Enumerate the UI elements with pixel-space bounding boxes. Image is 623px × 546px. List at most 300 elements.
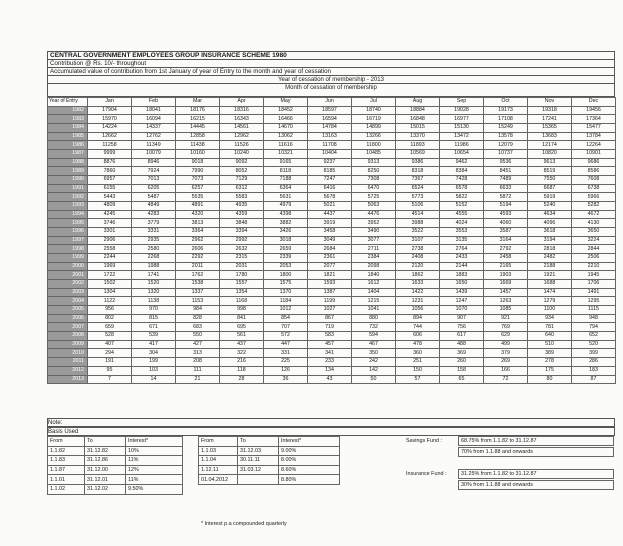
- value-cell: 2144: [440, 262, 484, 271]
- value-cell: 10901: [572, 150, 616, 159]
- value-cell: 998: [220, 306, 264, 315]
- entry-year-cell: 2011: [48, 358, 88, 367]
- value-cell: 510: [528, 340, 572, 349]
- value-cell: 7188: [264, 176, 308, 185]
- cessation-month-caption: Month of cessation of membership: [47, 83, 615, 97]
- entry-year-cell: 1985: [48, 132, 88, 141]
- value-cell: 5966: [572, 193, 616, 202]
- value-cell: 10820: [528, 150, 572, 159]
- value-cell: 118: [220, 366, 264, 375]
- savings-fund-line-2: 70% from 1.1.88 and onwards: [458, 447, 614, 457]
- value-cell: 1231: [396, 297, 440, 306]
- value-cell: 4634: [528, 210, 572, 219]
- entry-year-cell: 1984: [48, 124, 88, 133]
- value-cell: 9536: [484, 158, 528, 167]
- table-row: [48, 340, 616, 349]
- value-cell: 10737: [484, 150, 528, 159]
- value-cell: 6957: [88, 176, 132, 185]
- value-cell: 9092: [220, 158, 264, 167]
- value-cell: 158: [440, 366, 484, 375]
- value-cell: 12079: [484, 141, 528, 150]
- entry-year-cell: 1990: [48, 176, 88, 185]
- value-cell: 5443: [88, 193, 132, 202]
- month-header: Jul: [352, 98, 396, 107]
- value-cell: 369: [440, 349, 484, 358]
- value-cell: 80: [528, 375, 572, 384]
- value-cell: 907: [440, 314, 484, 323]
- value-cell: 3813: [176, 219, 220, 228]
- value-cell: 5063: [352, 202, 396, 211]
- value-cell: 278: [528, 358, 572, 367]
- value-cell: 4359: [220, 210, 264, 219]
- value-cell: 65: [440, 375, 484, 384]
- value-cell: 294: [88, 349, 132, 358]
- value-cell: 14899: [352, 124, 396, 133]
- value-cell: 1862: [396, 271, 440, 280]
- value-cell: 1027: [308, 306, 352, 315]
- value-cell: 8586: [572, 167, 616, 176]
- table-row: [48, 228, 616, 237]
- value-cell: 13163: [308, 132, 352, 141]
- value-cell: 16848: [396, 115, 440, 124]
- value-cell: 11708: [308, 141, 352, 150]
- value-cell: 794: [572, 323, 616, 332]
- value-cell: 18884: [396, 106, 440, 115]
- table-row: [48, 184, 616, 193]
- value-cell: 16215: [176, 115, 220, 124]
- contribution-rate: Contribution @ Rs. 10/- throughout: [47, 59, 615, 68]
- value-cell: 550: [176, 332, 220, 341]
- entry-year-cell: 1982: [48, 106, 88, 115]
- entry-year-cell: 1989: [48, 167, 88, 176]
- value-cell: 9613: [528, 158, 572, 167]
- value-cell: 7073: [176, 176, 220, 185]
- value-cell: 707: [264, 323, 308, 332]
- value-cell: 2339: [264, 254, 308, 263]
- value-cell: 286: [572, 358, 616, 367]
- value-cell: 28: [220, 375, 264, 384]
- value-cell: 11616: [264, 141, 308, 150]
- value-cell: 3107: [396, 236, 440, 245]
- value-cell: 43: [308, 375, 352, 384]
- value-cell: 14784: [308, 124, 352, 133]
- value-cell: 11526: [220, 141, 264, 150]
- value-cell: 4593: [484, 210, 528, 219]
- table-row: [48, 167, 616, 176]
- value-cell: 2482: [528, 254, 572, 263]
- value-cell: 1945: [572, 271, 616, 280]
- table-row: [48, 288, 616, 297]
- rate-interest-cell: 11%: [126, 456, 183, 466]
- value-cell: 9686: [572, 158, 616, 167]
- rate-from-cell: 01.04.2012: [199, 475, 238, 485]
- value-cell: 9018: [176, 158, 220, 167]
- value-cell: 934: [528, 314, 572, 323]
- value-cell: 1520: [132, 280, 176, 289]
- rate-row: [48, 484, 183, 494]
- value-cell: 17904: [88, 106, 132, 115]
- value-cell: 11986: [440, 141, 484, 150]
- value-cell: 1422: [396, 288, 440, 297]
- value-cell: 5152: [440, 202, 484, 211]
- value-cell: 1012: [264, 306, 308, 315]
- value-cell: 166: [484, 366, 528, 375]
- value-cell: 769: [484, 323, 528, 332]
- value-cell: 191: [88, 358, 132, 367]
- value-cell: 2188: [528, 262, 572, 271]
- rate-interest-cell: 8.60%: [279, 465, 340, 475]
- value-cell: 6205: [132, 184, 176, 193]
- value-cell: 10569: [396, 150, 440, 159]
- value-cell: 322: [220, 349, 264, 358]
- value-cell: 225: [264, 358, 308, 367]
- value-cell: 4437: [308, 210, 352, 219]
- entry-year-cell: 1996: [48, 228, 88, 237]
- value-cell: 8052: [220, 167, 264, 176]
- rate-from-cell: 1.1.04: [199, 456, 238, 466]
- value-cell: 1041: [352, 306, 396, 315]
- value-cell: 5282: [572, 202, 616, 211]
- entry-year-cell: 2002: [48, 280, 88, 289]
- table-row: [48, 262, 616, 271]
- value-cell: 2408: [396, 254, 440, 263]
- value-cell: 867: [308, 314, 352, 323]
- value-cell: 5919: [528, 193, 572, 202]
- value-cell: 150: [396, 366, 440, 375]
- value-cell: 18740: [352, 106, 396, 115]
- value-cell: 7550: [528, 176, 572, 185]
- value-cell: 12174: [528, 141, 572, 150]
- value-cell: 970: [132, 306, 176, 315]
- value-cell: 13472: [440, 132, 484, 141]
- insurance-fund-line-2: 30% from 1.1.88 and onwards: [458, 480, 614, 490]
- value-cell: 5872: [484, 193, 528, 202]
- value-cell: 1538: [176, 280, 220, 289]
- entry-year-cell: 2004: [48, 297, 88, 306]
- table-row: [48, 297, 616, 306]
- value-cell: 15477: [572, 124, 616, 133]
- value-cell: 1354: [220, 288, 264, 297]
- value-cell: 3077: [352, 236, 396, 245]
- value-cell: 7990: [176, 167, 220, 176]
- value-cell: 6470: [352, 184, 396, 193]
- entry-year-cell: 1993: [48, 202, 88, 211]
- value-cell: 652: [572, 332, 616, 341]
- value-cell: 427: [176, 340, 220, 349]
- rate-row: [199, 456, 340, 466]
- value-cell: 95: [88, 366, 132, 375]
- value-cell: 1612: [352, 280, 396, 289]
- value-cell: 2268: [132, 254, 176, 263]
- value-cell: 2506: [572, 254, 616, 263]
- value-cell: 7608: [572, 176, 616, 185]
- value-cell: 2659: [264, 245, 308, 254]
- table-row: [48, 106, 616, 115]
- value-cell: 12962: [220, 132, 264, 141]
- value-cell: 399: [572, 349, 616, 358]
- value-cell: 1056: [396, 306, 440, 315]
- value-cell: 2711: [352, 245, 396, 254]
- value-cell: 19028: [440, 106, 484, 115]
- value-cell: 4060: [484, 219, 528, 228]
- value-cell: 539: [132, 332, 176, 341]
- value-cell: 4320: [176, 210, 220, 219]
- entry-year-cell: 2003: [48, 288, 88, 297]
- value-cell: 7013: [132, 176, 176, 185]
- value-cell: 14337: [132, 124, 176, 133]
- value-cell: 5725: [352, 193, 396, 202]
- value-cell: 1138: [132, 297, 176, 306]
- value-cell: 14670: [264, 124, 308, 133]
- table-row: [48, 210, 616, 219]
- value-cell: 744: [396, 323, 440, 332]
- table-row: [48, 271, 616, 280]
- value-cell: 880: [352, 314, 396, 323]
- table-row: [48, 245, 616, 254]
- value-cell: 1780: [220, 271, 264, 280]
- rate-from-cell: 1.1.03: [199, 446, 238, 456]
- value-cell: 2165: [484, 262, 528, 271]
- entry-year-cell: 1998: [48, 245, 88, 254]
- rate-row: [199, 446, 340, 456]
- entry-year-cell: 2006: [48, 314, 88, 323]
- entry-year-cell: 2008: [48, 332, 88, 341]
- value-cell: 3618: [528, 228, 572, 237]
- value-cell: 57: [396, 375, 440, 384]
- value-cell: 7: [88, 375, 132, 384]
- table-row: [48, 358, 616, 367]
- value-cell: 16343: [220, 115, 264, 124]
- value-cell: 12662: [88, 132, 132, 141]
- value-cell: 242: [352, 358, 396, 367]
- entry-year-cell: 2000: [48, 262, 88, 271]
- value-cell: 437: [220, 340, 264, 349]
- value-cell: 781: [528, 323, 572, 332]
- table-row: [48, 132, 616, 141]
- value-cell: 659: [88, 323, 132, 332]
- value-cell: 1085: [484, 306, 528, 315]
- value-cell: 1800: [264, 271, 308, 280]
- value-cell: 1404: [352, 288, 396, 297]
- value-cell: 1883: [440, 271, 484, 280]
- rate-interest-cell: 8.80%: [279, 475, 340, 485]
- entry-year-cell: 1983: [48, 115, 88, 124]
- value-cell: 1100: [528, 306, 572, 315]
- value-cell: 984: [176, 306, 220, 315]
- value-cell: 199: [132, 358, 176, 367]
- value-cell: 17241: [528, 115, 572, 124]
- rates-table-right: [198, 436, 340, 485]
- rates-right-interest-header: Interest*: [279, 437, 340, 447]
- value-cell: 3522: [396, 228, 440, 237]
- value-cell: 1988: [132, 262, 176, 271]
- entry-year-cell: 1997: [48, 236, 88, 245]
- value-cell: 1650: [440, 280, 484, 289]
- value-cell: 14445: [176, 124, 220, 133]
- table-row: [48, 254, 616, 263]
- value-cell: 6364: [264, 184, 308, 193]
- value-cell: 572: [264, 332, 308, 341]
- value-cell: 3650: [572, 228, 616, 237]
- value-cell: 1575: [264, 280, 308, 289]
- rate-from-cell: 1.1.01: [48, 475, 85, 485]
- value-cell: 11349: [132, 141, 176, 150]
- rate-to-cell: 30.11.11: [238, 456, 279, 466]
- rates-from-header: From: [48, 437, 85, 447]
- value-cell: 4935: [220, 202, 264, 211]
- value-cell: 7489: [484, 176, 528, 185]
- value-cell: 2053: [264, 262, 308, 271]
- value-cell: 126: [264, 366, 308, 375]
- value-cell: 9313: [352, 158, 396, 167]
- value-cell: 9165: [264, 158, 308, 167]
- value-cell: 14224: [88, 124, 132, 133]
- value-cell: 5106: [396, 202, 440, 211]
- value-cell: 3848: [220, 219, 264, 228]
- table-header-row: [48, 98, 616, 107]
- value-cell: 1320: [132, 288, 176, 297]
- value-cell: 9237: [308, 158, 352, 167]
- value-cell: 2315: [220, 254, 264, 263]
- value-cell: 10485: [352, 150, 396, 159]
- value-cell: 5240: [528, 202, 572, 211]
- rate-interest-cell: 8.00%: [279, 456, 340, 466]
- value-cell: 3779: [132, 219, 176, 228]
- value-cell: 1969: [88, 262, 132, 271]
- value-cell: 17108: [484, 115, 528, 124]
- value-cell: 4245: [88, 210, 132, 219]
- value-cell: 3587: [484, 228, 528, 237]
- month-header: Aug: [396, 98, 440, 107]
- entry-year-cell: 1995: [48, 219, 88, 228]
- value-cell: 18316: [220, 106, 264, 115]
- value-cell: 10079: [132, 150, 176, 159]
- value-cell: 2818: [528, 245, 572, 254]
- value-cell: 7247: [308, 176, 352, 185]
- value-cell: 5773: [396, 193, 440, 202]
- value-cell: 2906: [88, 236, 132, 245]
- value-cell: 2764: [440, 245, 484, 254]
- value-cell: 3988: [396, 219, 440, 228]
- value-cell: 251: [396, 358, 440, 367]
- value-cell: 606: [396, 332, 440, 341]
- table-row: [48, 314, 616, 323]
- value-cell: 1153: [176, 297, 220, 306]
- value-cell: 3882: [264, 219, 308, 228]
- value-cell: 1215: [352, 297, 396, 306]
- value-cell: 216: [220, 358, 264, 367]
- value-cell: 11438: [176, 141, 220, 150]
- value-cell: 12762: [132, 132, 176, 141]
- value-cell: 4849: [132, 202, 176, 211]
- table-row: [48, 150, 616, 159]
- value-cell: 5822: [440, 193, 484, 202]
- value-cell: 4809: [88, 202, 132, 211]
- value-cell: 16094: [132, 115, 176, 124]
- value-cell: 16719: [352, 115, 396, 124]
- value-cell: 894: [396, 314, 440, 323]
- value-cell: 1115: [572, 306, 616, 315]
- value-cell: 16594: [308, 115, 352, 124]
- value-cell: 1593: [308, 280, 352, 289]
- value-cell: 1122: [88, 297, 132, 306]
- value-cell: 19318: [528, 106, 572, 115]
- value-cell: 304: [132, 349, 176, 358]
- value-cell: 12858: [176, 132, 220, 141]
- value-cell: 13062: [264, 132, 308, 141]
- table-row: [48, 115, 616, 124]
- value-cell: 8876: [88, 158, 132, 167]
- value-cell: 18452: [264, 106, 308, 115]
- value-cell: 1557: [220, 280, 264, 289]
- value-cell: 4283: [132, 210, 176, 219]
- value-cell: 695: [220, 323, 264, 332]
- value-cell: 389: [528, 349, 572, 358]
- value-cell: 3490: [352, 228, 396, 237]
- value-cell: 6312: [220, 184, 264, 193]
- table-row: [48, 141, 616, 150]
- value-cell: 815: [132, 314, 176, 323]
- month-header: Oct: [484, 98, 528, 107]
- value-cell: 2935: [132, 236, 176, 245]
- value-cell: 10654: [440, 150, 484, 159]
- value-cell: 1903: [484, 271, 528, 280]
- rate-interest-cell: 11%: [126, 475, 183, 485]
- value-cell: 10321: [264, 150, 308, 159]
- rates-left-header: [48, 437, 183, 447]
- value-cell: 6155: [88, 184, 132, 193]
- value-cell: 72: [484, 375, 528, 384]
- value-cell: 3919: [308, 219, 352, 228]
- value-cell: 18597: [308, 106, 352, 115]
- value-cell: 3135: [440, 236, 484, 245]
- rate-to-cell: 31.12.00: [85, 465, 126, 475]
- value-cell: 8318: [396, 167, 440, 176]
- rate-from-cell: 1.1.82: [48, 446, 85, 456]
- value-cell: 1821: [308, 271, 352, 280]
- value-cell: 2120: [396, 262, 440, 271]
- table-row: [48, 158, 616, 167]
- rate-from-cell: 1.1.87: [48, 465, 85, 475]
- value-cell: 5583: [220, 193, 264, 202]
- value-cell: 1168: [220, 297, 264, 306]
- value-cell: 3018: [264, 236, 308, 245]
- value-cell: 8185: [308, 167, 352, 176]
- value-cell: 134: [308, 366, 352, 375]
- entry-year-cell: 1991: [48, 184, 88, 193]
- rate-from-cell: 1.1.02: [48, 484, 85, 494]
- rate-to-cell: 31.12.02: [85, 484, 126, 494]
- value-cell: 10240: [220, 150, 264, 159]
- value-cell: 142: [352, 366, 396, 375]
- month-header: Feb: [132, 98, 176, 107]
- value-cell: 719: [308, 323, 352, 332]
- value-cell: 4096: [528, 219, 572, 228]
- month-header: Dec: [572, 98, 616, 107]
- value-cell: 7367: [396, 176, 440, 185]
- value-cell: 4891: [176, 202, 220, 211]
- entry-year-cell: 1999: [48, 254, 88, 263]
- value-cell: 6257: [176, 184, 220, 193]
- value-cell: 5194: [484, 202, 528, 211]
- value-cell: 2433: [440, 254, 484, 263]
- value-cell: 13784: [572, 132, 616, 141]
- value-cell: 1722: [88, 271, 132, 280]
- rates-interest-header: Interest*: [126, 437, 183, 447]
- entry-year-cell: 2007: [48, 323, 88, 332]
- value-cell: 3458: [308, 228, 352, 237]
- value-cell: 4979: [264, 202, 308, 211]
